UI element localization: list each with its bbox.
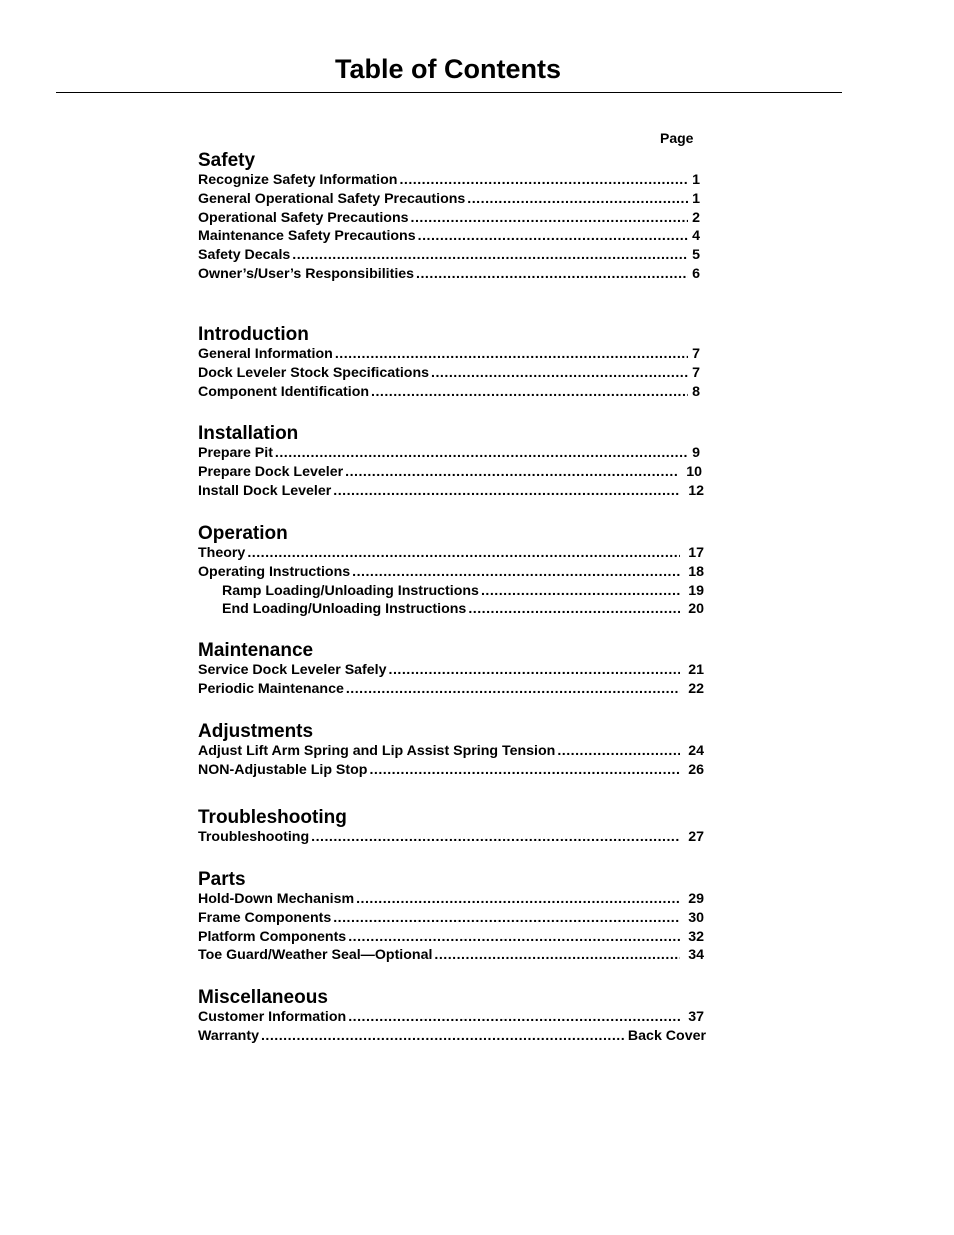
page-title: Table of Contents bbox=[335, 54, 561, 84]
leader-dots bbox=[275, 444, 688, 463]
toc-entry-page: 19 bbox=[688, 582, 704, 599]
section-heading: Miscellaneous bbox=[198, 987, 328, 1008]
toc-entry[interactable] bbox=[198, 1027, 706, 1046]
toc-entry-page: 7 bbox=[692, 346, 700, 362]
toc-entry-label: Platform Components bbox=[198, 928, 347, 945]
toc-entry[interactable] bbox=[198, 928, 704, 947]
section-heading: Installation bbox=[198, 423, 299, 444]
toc-entry-label: Warranty bbox=[198, 1027, 259, 1044]
leader-dots bbox=[335, 345, 688, 364]
toc-entry-label: Component Identification bbox=[198, 383, 370, 400]
toc-entry-page: 7 bbox=[692, 364, 700, 381]
leader-dots bbox=[333, 909, 680, 928]
toc-entry[interactable] bbox=[198, 828, 704, 847]
toc-section-safety bbox=[198, 150, 708, 284]
toc-section-operation bbox=[198, 523, 708, 619]
toc-entry-page: 1 bbox=[692, 172, 700, 188]
toc-entry-label: Periodic Maintenance bbox=[198, 680, 344, 697]
leader-dots bbox=[467, 190, 688, 209]
toc-section-introduction bbox=[198, 324, 708, 401]
toc-entry[interactable] bbox=[198, 1008, 704, 1027]
toc-entry-label: Operational Safety Precautions bbox=[198, 209, 409, 226]
toc-entry[interactable] bbox=[198, 209, 700, 228]
leader-dots bbox=[434, 946, 680, 965]
toc-entry-label: Troubleshooting bbox=[198, 829, 310, 845]
leader-dots bbox=[557, 742, 680, 761]
leader-dots bbox=[333, 482, 680, 501]
leader-dots bbox=[247, 544, 680, 563]
toc-entry-label: Toe Guard/Weather Seal—Optional bbox=[198, 947, 433, 964]
toc-entry-page: 20 bbox=[688, 601, 704, 618]
leader-dots bbox=[416, 265, 688, 284]
toc-entry-page: 5 bbox=[692, 247, 700, 264]
section-heading: Safety bbox=[198, 150, 256, 171]
toc-entry[interactable] bbox=[198, 265, 700, 284]
toc-entry-page: 21 bbox=[688, 662, 704, 678]
leader-dots bbox=[389, 661, 681, 680]
toc-entry-page: Back Cover bbox=[627, 1027, 706, 1044]
toc-entry-page: 29 bbox=[688, 891, 704, 907]
leader-dots bbox=[261, 1027, 626, 1046]
toc-entry-label: Hold-Down Mechanism bbox=[198, 891, 355, 907]
toc-entry-label: Adjust Lift Arm Spring and Lip Assist Spring Tension bbox=[198, 743, 556, 759]
title-divider bbox=[56, 92, 842, 93]
toc-entry[interactable] bbox=[198, 742, 704, 761]
section-heading: Maintenance bbox=[198, 640, 314, 661]
toc-entry-page: 27 bbox=[688, 829, 704, 845]
toc-entry-label: Owner’s/User’s Responsibilities bbox=[198, 265, 415, 282]
toc-entry-label: End Loading/Unloading Instructions bbox=[222, 601, 467, 618]
toc-subentry[interactable] bbox=[198, 582, 704, 601]
leader-dots bbox=[468, 600, 680, 619]
toc-entry-page: 1 bbox=[692, 190, 700, 207]
toc-entry-label: Prepare Dock Leveler bbox=[198, 463, 344, 480]
toc-entry[interactable] bbox=[198, 761, 704, 780]
toc-entry-page: 2 bbox=[692, 209, 700, 226]
toc-entry-label: Operating Instructions bbox=[198, 563, 351, 580]
toc-entry-label: Ramp Loading/Unloading Instructions bbox=[222, 582, 479, 599]
leader-dots bbox=[311, 828, 680, 847]
toc-entry-page: 26 bbox=[688, 761, 704, 778]
toc-entry-label: Service Dock Leveler Safely bbox=[198, 662, 387, 678]
section-heading: Introduction bbox=[198, 324, 309, 345]
toc-entry-label: Dock Leveler Stock Specifications bbox=[198, 364, 430, 381]
toc-entry[interactable] bbox=[198, 909, 704, 928]
toc-entry[interactable] bbox=[198, 563, 704, 582]
toc-entry-page: 8 bbox=[692, 383, 700, 400]
toc-entry-label: General Operational Safety Precautions bbox=[198, 190, 466, 207]
toc-entry-label: Customer Information bbox=[198, 1009, 347, 1025]
toc-entry-label: Theory bbox=[198, 545, 246, 561]
toc-entry-label: Install Dock Leveler bbox=[198, 482, 332, 499]
toc-section-maintenance bbox=[198, 640, 708, 699]
leader-dots bbox=[371, 383, 688, 402]
toc-entry[interactable] bbox=[198, 364, 700, 383]
toc-entry-page: 32 bbox=[688, 928, 704, 945]
toc-entry-label: Safety Decals bbox=[198, 247, 291, 264]
section-heading: Adjustments bbox=[198, 721, 314, 742]
leader-dots bbox=[348, 1008, 680, 1027]
toc-entry[interactable] bbox=[198, 190, 700, 209]
toc-entry[interactable] bbox=[198, 227, 700, 246]
toc-entry[interactable] bbox=[198, 544, 704, 563]
toc-entry-page: 9 bbox=[692, 445, 700, 461]
toc-entry-page: 34 bbox=[688, 947, 704, 964]
leader-dots bbox=[411, 209, 688, 228]
toc-entry-page: 18 bbox=[688, 563, 704, 580]
leader-dots bbox=[292, 246, 688, 265]
leader-dots bbox=[399, 171, 688, 190]
toc-entry-page: 6 bbox=[692, 265, 700, 282]
toc-entry-label: Recognize Safety Information bbox=[198, 172, 398, 188]
toc-entry[interactable] bbox=[198, 444, 700, 463]
section-heading: Troubleshooting bbox=[198, 807, 347, 828]
leader-dots bbox=[418, 227, 688, 246]
toc-section-installation bbox=[198, 423, 708, 500]
toc-entry-page: 17 bbox=[688, 545, 704, 561]
page-column-header: Page bbox=[660, 130, 694, 146]
leader-dots bbox=[431, 364, 688, 383]
toc-entry-page: 4 bbox=[692, 228, 700, 245]
leader-dots bbox=[369, 761, 680, 780]
toc-section-miscellaneous bbox=[198, 987, 708, 1046]
toc-entry[interactable] bbox=[198, 171, 700, 190]
section-heading: Parts bbox=[198, 869, 246, 890]
toc-entry-label: General Information bbox=[198, 346, 333, 362]
leader-dots bbox=[348, 928, 680, 947]
toc-entry-page: 22 bbox=[688, 680, 704, 697]
toc-entry[interactable] bbox=[198, 680, 704, 699]
toc-entry-label: Maintenance Safety Precautions bbox=[198, 228, 416, 245]
leader-dots bbox=[356, 890, 680, 909]
leader-dots bbox=[346, 680, 680, 699]
toc-entry-page: 37 bbox=[688, 1009, 704, 1025]
toc-entry-label: Prepare Pit bbox=[198, 445, 273, 461]
toc-entry[interactable] bbox=[198, 890, 704, 909]
toc-section-adjustments bbox=[198, 721, 708, 780]
toc-section-troubleshooting bbox=[198, 807, 708, 847]
toc-entry-page: 24 bbox=[688, 743, 704, 759]
toc-entry[interactable] bbox=[198, 946, 704, 965]
section-heading: Operation bbox=[198, 523, 288, 544]
toc-entry-label: Frame Components bbox=[198, 909, 332, 926]
toc-entry-page: 12 bbox=[688, 482, 704, 499]
toc-entry[interactable] bbox=[198, 661, 704, 680]
leader-dots bbox=[481, 582, 680, 601]
toc-entry-page: 10 bbox=[686, 463, 702, 480]
toc-entry-label: NON-Adjustable Lip Stop bbox=[198, 761, 368, 778]
toc-section-parts bbox=[198, 869, 708, 965]
leader-dots bbox=[352, 563, 680, 582]
leader-dots bbox=[345, 463, 678, 482]
toc-entry[interactable] bbox=[198, 482, 704, 501]
toc-entry[interactable] bbox=[198, 463, 702, 482]
toc-entry-page: 30 bbox=[688, 909, 704, 926]
toc-entry[interactable] bbox=[198, 345, 700, 364]
toc-entry[interactable] bbox=[198, 246, 700, 265]
toc-subentry[interactable] bbox=[198, 600, 704, 619]
toc-entry[interactable] bbox=[198, 383, 700, 402]
